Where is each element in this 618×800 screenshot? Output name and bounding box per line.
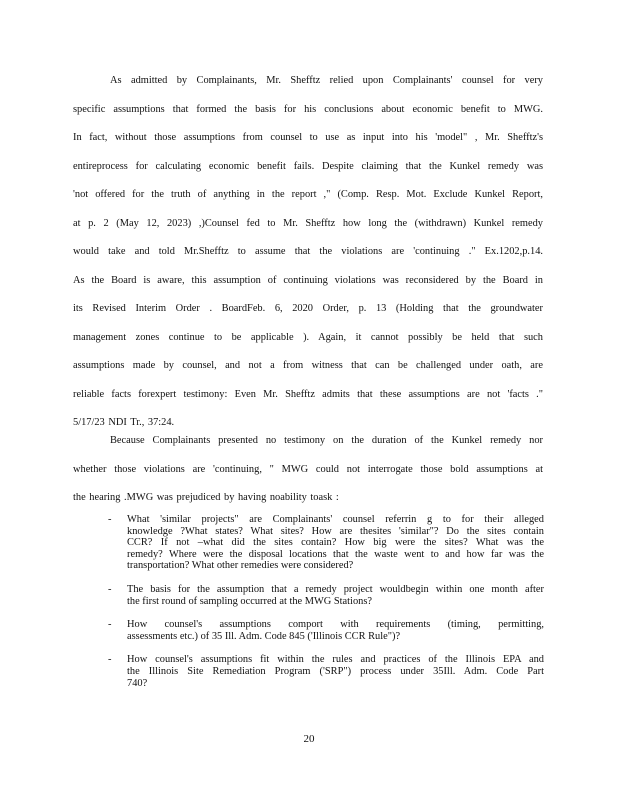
text-line: CCR? If not –what did the sites contain? How big were the sites? What was the [127, 537, 544, 549]
question-list [108, 514, 544, 701]
text-line: The basis for the assumption that a remedy project wouldbegin within one month after [127, 583, 544, 595]
text-line: management zones continue to be applicable ). Again, it cannot possibly be held that such [73, 331, 543, 343]
text-line: at p. 2 (May 12, 2023) ,)Counsel fed to Mr. Shefftz how long the (withdrawn) Kunkel remedy [73, 217, 543, 229]
list-item [108, 654, 544, 689]
list-dash: - [108, 654, 112, 666]
text-line: its Revised Interim Order . BoardFeb. 6, 2020 Order, p. 13 (Holding that the groundwater [73, 303, 543, 314]
text-line: specific assumptions that formed the basis for his conclusions about economic benefit to MWG. [73, 103, 543, 115]
list-item [108, 584, 544, 607]
text-line: remedy? Where were the disposal locations that the waste went to and how far was the [127, 548, 544, 560]
text-line: reliable facts forexpert testimony: Even Mr. Shefftz admits that these assumptions are not 'facts ." [73, 388, 543, 400]
text-line: knowledge ?What states? What sites? How are thesites 'similar"? Do the sites contain [127, 525, 544, 537]
text-line: the hearing .MWG was prejudiced by having noability toask : [73, 492, 339, 503]
text-line: 'not offered for the truth of anything in the report ," (Comp. Resp. Mot. Exclude Kunkel Report, [73, 189, 543, 200]
text-line: whether those violations are 'continuing, " MWG could not interrogate those bold assumptions at [73, 463, 543, 475]
text-line: Because Complainants presented no testimony on the duration of the Kunkel remedy nor [110, 435, 543, 446]
list-item [108, 619, 544, 642]
paragraph-admitted-by-complainants [73, 67, 543, 438]
list-item-text [127, 619, 544, 642]
text-line: 740? [127, 677, 148, 689]
text-line: the Illinois Site Remediation Program ('SRP") process under 35Ill. Adm. Code Part [127, 665, 544, 677]
text-line: would take and told Mr.Shefftz to assume that the violations are 'continuing ." Ex.1202,p.14. [73, 246, 543, 257]
list-item-text [127, 654, 544, 689]
text-line: entireprocess for calculating economic benefit fails. Despite claiming that the Kunkel remedy was [73, 160, 543, 172]
text-line: What 'similar projects" are Complainants' counsel referrin g to for their alleged [127, 514, 544, 525]
list-item-text [127, 584, 544, 607]
text-line: As admitted by Complainants, Mr. Shefftz relied upon Complainants' counsel for very [110, 75, 543, 86]
paragraph-because-complainants [73, 427, 543, 513]
text-line: How counsel's assumptions comport with requirements (timing, permitting, [127, 619, 544, 631]
list-item [108, 514, 544, 572]
text-line: 5/17/23 NDI Tr., 37:24. [73, 417, 175, 428]
list-dash: - [108, 514, 112, 525]
list-dash: - [108, 583, 112, 595]
text-line: How counsel's assumptions fit within the rules and practices of the Illinois EPA and [127, 654, 544, 666]
text-line: As the Board is aware, this assumption of continuing violations was reconsidered by the Board in [73, 274, 543, 286]
text-line: In fact, without those assumptions from counsel to use as input into his 'model" , Mr. Shefftz's [73, 132, 543, 143]
text-line: assumptions made by counsel, and not a from witness that can be challenged under oath, are [73, 360, 543, 371]
text-line: transportation? What other remedies were considered? [127, 560, 354, 572]
text-line: assessments etc.) of 35 Ill. Adm. Code 845 ('Illinois CCR Rule")? [127, 630, 401, 642]
list-item-text [127, 514, 544, 572]
list-dash: - [108, 619, 112, 631]
text-line: the first round of sampling occurred at the MWG Stations? [127, 595, 372, 607]
page-number: 20 [303, 733, 315, 745]
